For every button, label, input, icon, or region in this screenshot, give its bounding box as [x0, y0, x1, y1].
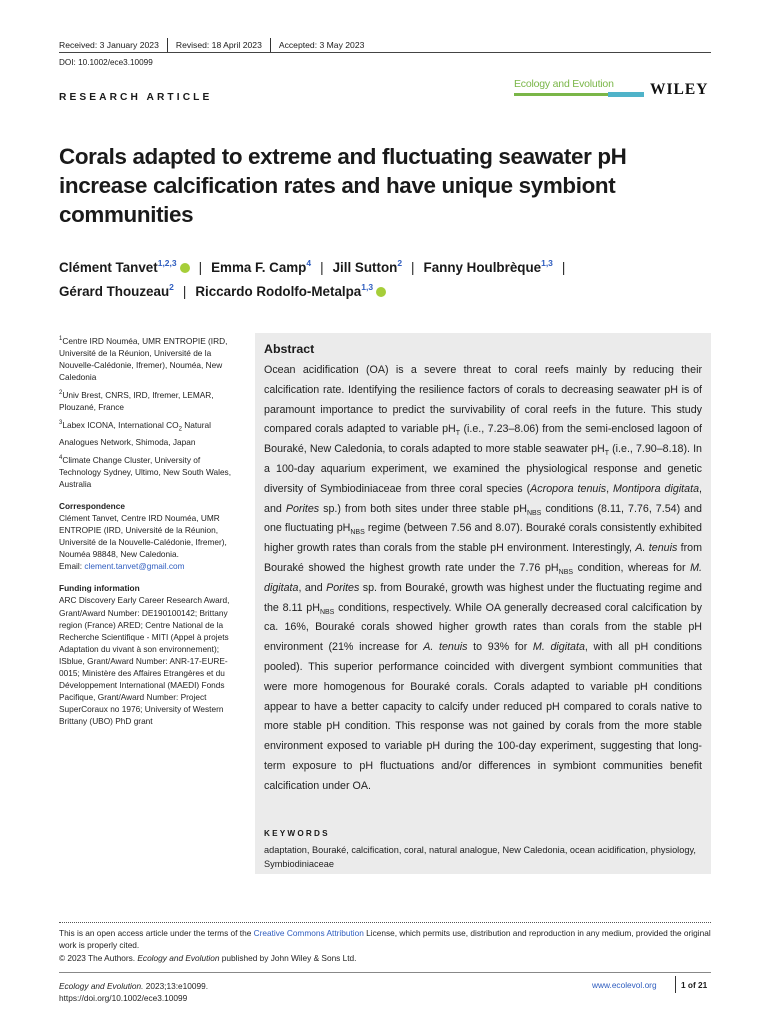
received-date: Received: 3 January 2023 — [59, 40, 159, 50]
author-affiliation: 1,3 — [541, 258, 553, 268]
page-number: 1 of 21 — [681, 980, 708, 990]
author-name[interactable]: Clément Tanvet — [59, 260, 158, 275]
author-affiliation: 1,3 — [361, 282, 374, 292]
doi-url[interactable]: https://doi.org/10.1002/ece3.10099 — [59, 993, 188, 1004]
author-name[interactable]: Jill Sutton — [332, 260, 398, 275]
citation: Ecology and Evolution. 2023;13:e10099. https://doi.org/10.1002/ece3.10099 — [59, 981, 209, 1004]
license-text: This is an open access article under the terms of the Creative Commons Attribution License, which permits use, distribution and reproduction in any medium, provided the original work is properly cited. © 2023 The Authors. Ecology and Evolution published by John Wiley & Sons Ltd. — [59, 928, 711, 963]
author-list: Clément Tanvet$^{1,2,3}$ | Emma F. Camp$^4$ | Jill Sutton$^2$ | Fanny Houlbrèque$^{1,3}$ | Gérard Thouzeau$^2$ | Riccardo Rodolfo-Metalpa$^{1,3}$ — [59, 258, 566, 299]
journal-website-link[interactable]: www.ecolevol.org — [592, 980, 657, 990]
article-dates — [59, 38, 364, 52]
affiliation: $^3$Labex ICONA, International $CO_2$ Natural Analogues Network, Shimoda, Japan — [59, 419, 211, 447]
article-title: Corals adapted to extreme and fluctuating seawater pH increase calcification rates and have unique symbiont communities — [59, 144, 627, 227]
affiliation: $^2$Univ Brest, CNRS, IRD, Ifremer, LEMAR, Plouzané, France — [59, 389, 214, 412]
author-affiliation: 2 — [397, 258, 403, 268]
orcid-icon[interactable] — [180, 263, 190, 273]
correspondence-email: Email: clement.tanvet@gmail.com — [59, 561, 185, 572]
abstract-heading: Abstract — [264, 342, 315, 356]
author-name[interactable]: Gérard Thouzeau — [59, 284, 170, 299]
license-rule — [59, 922, 711, 923]
author-name[interactable]: Riccardo Rodolfo-Metalpa — [195, 284, 362, 299]
header-rule — [59, 52, 711, 53]
journal-logo-badge — [608, 92, 644, 97]
orcid-icon[interactable] — [376, 287, 386, 297]
divider — [270, 38, 271, 52]
email-link[interactable]: clement.tanvet@gmail.com — [84, 561, 185, 572]
keywords-heading: KEYWORDS — [264, 829, 330, 838]
footer-rule — [59, 972, 711, 973]
article-type: RESEARCH ARTICLE — [59, 92, 213, 103]
author-affiliation: 2 — [169, 282, 174, 292]
journal-logo[interactable]: Ecology and Evolution — [514, 78, 614, 90]
funding-text: ARC Discovery Early Career Research Award, Grant/Award Number: DE190100142; Brittany region (France) ARED; Centre National de la Recherche Scientifique - MITI (Appel à projets Adaptation du vivant à son environnement); ISblue, Grant/Award Number: ANR-17-EURE-0015; Ministère des Affaires Etrangères et du Développement International (MAEDI) Fonds Pacifique, Grant/Award Number: Project SuperCoraux no 1976; University of Western Brittany (UBO) PhD grant — [59, 595, 230, 727]
author-name[interactable]: Emma F. Camp — [211, 260, 307, 275]
license-link[interactable]: Creative Commons Attribution — [253, 928, 364, 938]
divider — [675, 976, 676, 993]
author-affiliation: 1,2,3 — [157, 258, 177, 268]
accepted-date: Accepted: 3 May 2023 — [278, 40, 365, 50]
left-column — [59, 333, 237, 727]
correspondence-heading: Correspondence — [59, 500, 125, 511]
keywords-text: adaptation, Bouraké, calcification, coral, natural analogue, New Caledonia, ocean acidification, physiology, Symbiodiniaceae — [264, 845, 696, 869]
abstract-text: Ocean acidification (OA) is a severe threat to coral reefs mainly by reducing their calcification rate. Identifying the resilience factors of corals to decreasing seawater pH is of paramount importance to predict the survivability of coral reefs in the future. This study compared corals adapted to variable $pH_T$ (i.e., 7.23–8.06) from the semi-enclosed lagoon of Bouraké, New Caledonia, to corals adapted to more stable seawater $pH_T$ (i.e., 7.90–8.18). In a 100-day aquarium experiment, we examined the physiological response and genetic diversity of Symbiodiniaceae from three coral species (Acropora tenuis, Montipora digitata, and Porites sp.) from both sites under three stable $pH_{NBS}$ conditions (8.11, 7.76, 7.54) and one fluctuating $pH_{NBS}$ regime (between 7.56 and 8.07). Bouraké corals consistently exhibited higher growth rates than corals from the stable pH environment. Interestingly, A. tenuis from Bouraké showed the highest growth rate under the 7.76 $pH_{NBS}$ condition, whereas for M. digitata, and Porites sp. from Bouraké, growth was highest under the fluctuating regime and the 8.11 $pH_{NBS}$ conditions, respectively. While OA generally decreased coral calcification by ca. 16%, Bouraké corals showed higher growth rates than corals from the stable pH environment (21% increase for A. tenuis to 93% for M. digitata, with all pH conditions pooled). This superior performance coincided with divergent symbiont communities that were more homogenous for Bouraké corals. Corals adapted to variable pH conditions appear to have a better capacity to calcify under reduced pH compared to corals native to more stable pH condition. This response was not gained by corals from the more stable environment exposed to variable pH during the 100-day experiment, suggesting that long-term exposure to pH fluctuations and/or differences in symbiont communities benefit calcification under OA. — [264, 364, 703, 792]
publisher-logo[interactable]: WILEY — [650, 81, 709, 98]
doi: DOI: 10.1002/ece3.10099 — [59, 58, 153, 67]
revised-date: Revised: 18 April 2023 — [175, 40, 262, 50]
affiliation: $^1$Centre IRD Nouméa, UMR ENTROPIE (IRD, Université de la Réunion, Université de la Nouvelle-Calédonie, Ifremer), Nouméa, New Caledonia — [59, 335, 228, 383]
divider — [167, 38, 168, 52]
funding-heading: Funding information — [59, 583, 140, 594]
correspondence-text: Clément Tanvet, Centre IRD Nouméa, UMR ENTROPIE (IRD, Université de la Réunion, Université de la Nouvelle-Calédonie, Ifremer), Nouméa 98848, New Caledonia. — [59, 512, 227, 560]
affiliation: $^4$Climate Change Cluster, University of Technology Sydney, Ultimo, New South Wales, Australia — [59, 454, 232, 489]
author-affiliation: 4 — [306, 258, 312, 268]
author-name[interactable]: Fanny Houlbrèque — [423, 260, 542, 275]
